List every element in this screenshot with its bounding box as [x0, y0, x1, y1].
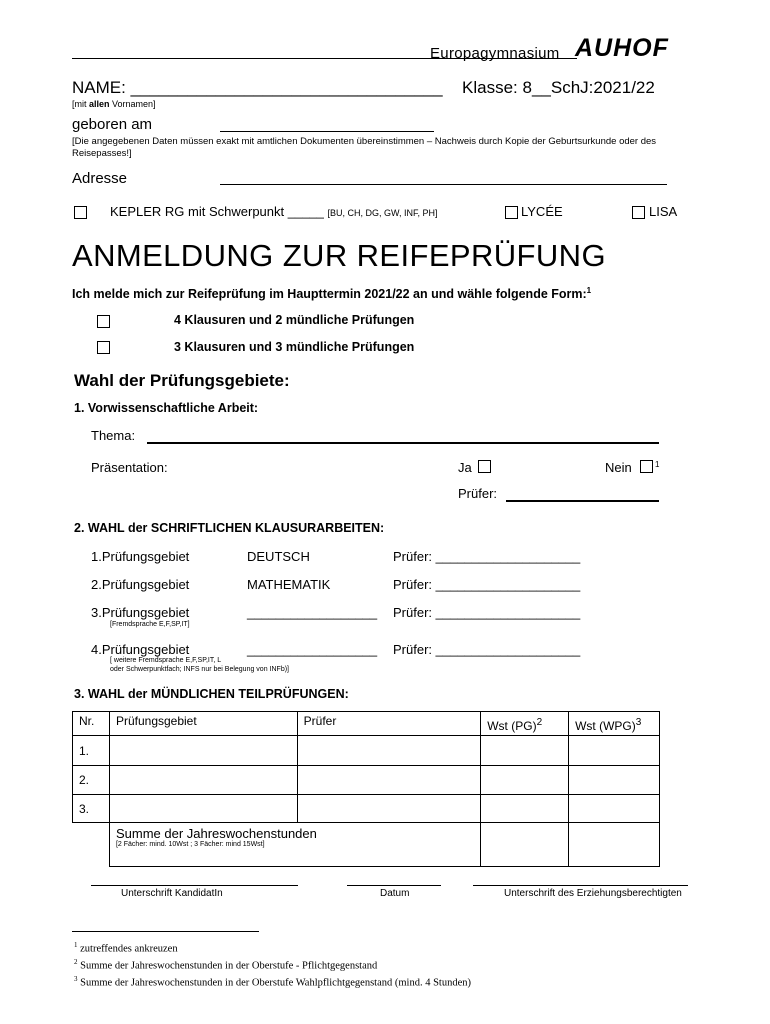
table-header-row: [73, 712, 660, 736]
written-subject-field[interactable]: __________________: [247, 605, 378, 620]
name-note: [mit allen Vornamen]: [72, 99, 156, 109]
vwa-pruefer-label: Prüfer:: [458, 486, 498, 501]
section-title: Wahl der Prüfungsgebiete:: [74, 371, 290, 390]
written-note: [ weitere Fremdsprache E,F,SP,IT, L: [110, 657, 222, 664]
ja-checkbox[interactable]: [478, 460, 491, 473]
address-label: Adresse: [72, 170, 128, 187]
written-label: 2.Prüfungsgebiet: [91, 577, 190, 592]
written-subject: MATHEMATIK: [247, 577, 331, 592]
class-blank[interactable]: __: [531, 78, 551, 97]
written-subject-field[interactable]: __________________: [247, 642, 378, 657]
signature-candidate-line[interactable]: [91, 885, 298, 886]
kepler-label: KEPLER RG mit Schwerpunkt _____ [BU, CH, DG, GW, INF, PH]: [110, 204, 438, 219]
wst-wpg-cell[interactable]: [569, 795, 660, 823]
sum-label-cell: [109, 823, 480, 867]
vwa-pruefer-field[interactable]: [506, 500, 659, 502]
form-option-2: 3 Klausuren und 3 mündliche Prüfungen: [174, 340, 415, 354]
row-number: 2.: [73, 766, 110, 795]
school-name: Europagymnasium: [430, 45, 560, 62]
written-pruefer-field[interactable]: Prüfer: ____________________: [393, 577, 581, 592]
written-heading: 2. WAHL der SCHRIFTLICHEN KLAUSURARBEITEN:: [74, 521, 385, 535]
header-wst-pg: Wst (PG)$^2$: [481, 712, 569, 736]
written-label: 4.Prüfungsgebiet: [91, 642, 190, 657]
wst-wpg-cell[interactable]: [569, 766, 660, 795]
lycee-label: LYCÉE: [521, 204, 563, 219]
written-pruefer-field[interactable]: Prüfer: ____________________: [393, 605, 581, 620]
subject-cell[interactable]: [109, 766, 297, 795]
written-note-2: oder Schwerpunktfach; INFS nur bei Belegung von INFb)]: [110, 666, 289, 673]
form-4-2-checkbox[interactable]: [97, 315, 110, 328]
subject-cell[interactable]: [109, 736, 297, 766]
birth-note: [Die angegebenen Daten müssen exakt mit amtlichen Dokumenten übereinstimmen – Nachweis durch Kopie der Geburtsurkunde oder des Reisepasses!]: [72, 136, 657, 159]
nein-checkbox[interactable]: [640, 460, 653, 473]
signature-date-line[interactable]: [347, 885, 441, 886]
header-pruefungsgebiet: Prüfungsgebiet: [109, 712, 297, 736]
school-header: [430, 36, 695, 66]
name-row: [72, 78, 443, 98]
form-option-1: 4 Klausuren und 2 mündliche Prüfungen: [174, 313, 415, 327]
table-row: [73, 766, 660, 795]
pruefer-cell[interactable]: [297, 766, 481, 795]
class-group: [462, 78, 655, 98]
oral-heading: 3. WAHL der MÜNDLICHEN TEILPRÜFUNGEN:: [74, 687, 349, 701]
sum-note: [2 Fächer: mind. 10Wst ; 3 Fächer: mind 15Wst]: [115, 841, 265, 848]
wst-pg-cell[interactable]: [481, 795, 569, 823]
nein-label: Nein: [605, 460, 632, 475]
thema-label: Thema:: [91, 428, 136, 443]
sum-row: [73, 823, 660, 867]
class-value: 8: [522, 78, 532, 97]
intro-text: Ich melde mich zur Reifeprüfung im Haupttermin 2021/22 an und wähle folgende Form:$^1$: [72, 286, 592, 302]
footnote-rule: [72, 931, 259, 932]
form-3-3-checkbox[interactable]: [97, 341, 110, 354]
school-logo: AUHOF: [575, 34, 669, 62]
nein-footnote-ref: 1: [655, 460, 660, 469]
page-title: ANMELDUNG ZUR REIFEPRÜFUNG: [72, 238, 606, 273]
presentation-label: Präsentation:: [91, 460, 168, 475]
table-row: [73, 736, 660, 766]
name-label: NAME:: [72, 78, 131, 97]
thema-field[interactable]: [147, 442, 659, 444]
birth-date-field[interactable]: [220, 131, 434, 132]
written-pruefer-field[interactable]: Prüfer: ____________________: [393, 642, 581, 657]
written-subject: DEUTSCH: [247, 549, 310, 564]
subject-cell[interactable]: [109, 795, 297, 823]
wst-wpg-cell[interactable]: [569, 736, 660, 766]
wst-pg-cell[interactable]: [481, 736, 569, 766]
written-note: [Fremdsprache E,F,SP,IT]: [110, 621, 190, 628]
birth-label: geboren am: [72, 116, 153, 133]
header-nr: Nr.: [73, 712, 110, 736]
ja-label: Ja: [458, 460, 472, 475]
footnote-2: $^2$ Summe der Jahreswochenstunden in der Oberstufe - Pflichtgegenstand: [74, 958, 378, 972]
pruefer-cell[interactable]: [297, 795, 481, 823]
lycee-checkbox[interactable]: [505, 206, 518, 219]
footnote-1: $^1$ zutreffendes ankreuzen: [74, 941, 178, 955]
sum-label: Summe der Jahreswochenstunden: [115, 826, 317, 841]
signature-guardian-line[interactable]: [473, 885, 688, 886]
kepler-checkbox[interactable]: [74, 206, 87, 219]
oral-exams-table: [72, 711, 660, 867]
written-pruefer-field[interactable]: Prüfer: ____________________: [393, 549, 581, 564]
signature-guardian-label: Unterschrift des Erziehungsberechtigten: [504, 888, 682, 899]
signature-candidate-label: Unterschrift KandidatIn: [121, 888, 223, 899]
name-field[interactable]: _________________________________: [130, 78, 443, 97]
table-row: [73, 795, 660, 823]
pruefer-cell[interactable]: [297, 736, 481, 766]
lisa-label: LISA: [649, 204, 678, 219]
footnote-3: $^3$ Summe der Jahreswochenstunden in der Oberstufe Wahlpflichtgegenstand (mind. 4 Stunden): [74, 975, 471, 989]
class-label: Klasse:: [462, 78, 523, 97]
wst-pg-cell[interactable]: [481, 766, 569, 795]
written-label: 1.Prüfungsgebiet: [91, 549, 190, 564]
kepler-options: [BU, CH, DG, GW, INF, PH]: [327, 208, 438, 218]
header-pruefer: Prüfer: [297, 712, 481, 736]
vwa-heading: 1. Vorwissenschaftliche Arbeit:: [74, 401, 259, 415]
header-rule: [72, 58, 577, 59]
school-year: SchJ:2021/22: [550, 78, 655, 97]
sum-wst-wpg-cell[interactable]: [569, 823, 660, 867]
written-label: 3.Prüfungsgebiet: [91, 605, 190, 620]
header-wst-wpg: Wst (WPG)$^3$: [569, 712, 660, 736]
address-field[interactable]: [220, 184, 667, 185]
row-number: 1.: [73, 736, 110, 766]
signature-date-label: Datum: [380, 888, 410, 899]
lisa-checkbox[interactable]: [632, 206, 645, 219]
sum-wst-pg-cell[interactable]: [481, 823, 569, 867]
row-number: 3.: [73, 795, 110, 823]
footnotes: [74, 939, 471, 990]
